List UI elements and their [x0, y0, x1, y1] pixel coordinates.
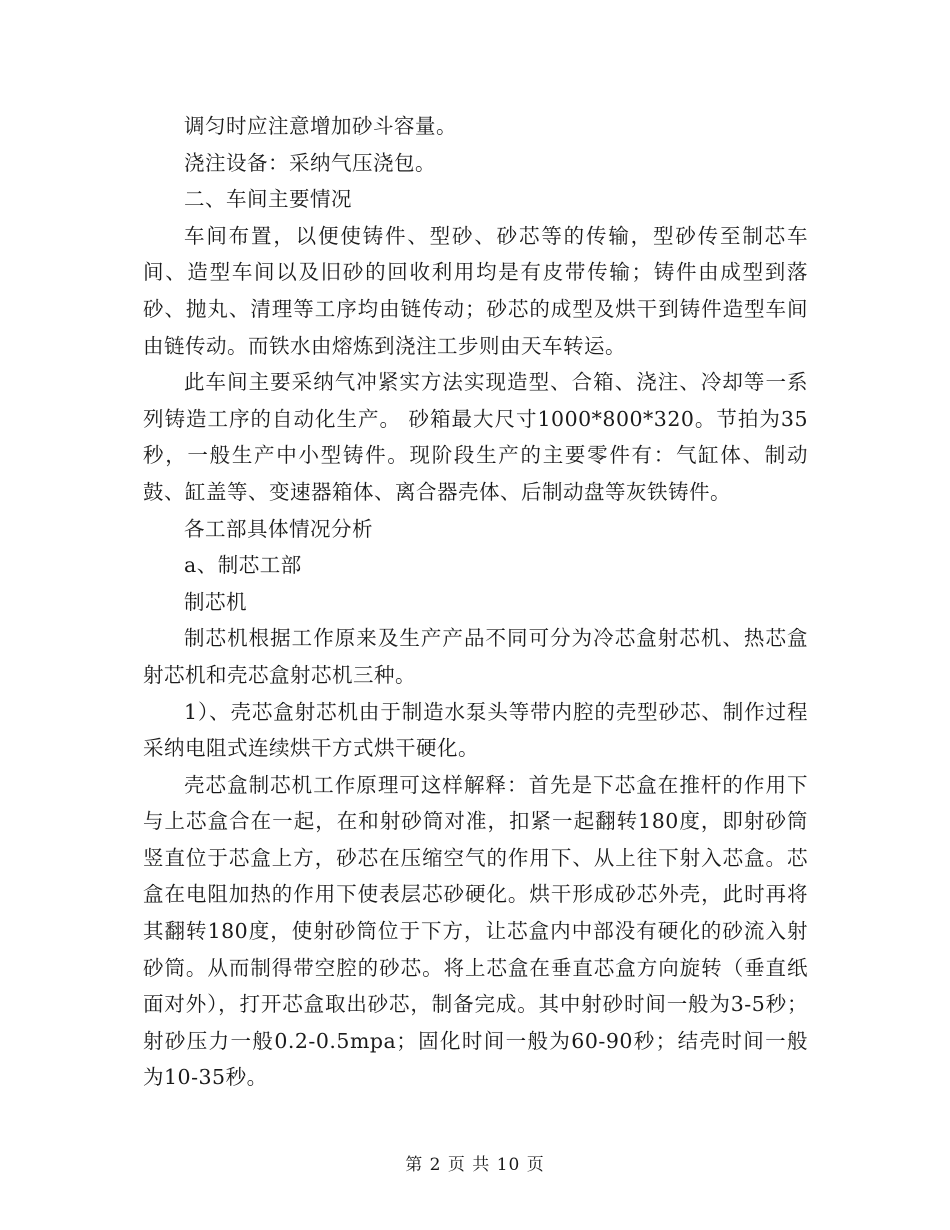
paragraph-shell-core-principle: 壳芯盒制芯机工作原理可这样解释：首先是下芯盒在推杆的作用下与上芯盒合在一起，在和射砂筒对准，扣紧一起翻转180度，即射砂筒竖直位于芯盒上方，砂芯在压缩空气的作用下、从上往下射入芯盒。芯盒在电阻加热的作用下使表层芯砂硬化。烘干形成砂芯外壳，此时再将其翻转180度，使射砂筒位于下方，让芯盒内中部没有硬化的砂流入射砂筒。从而制得带空腔的砂芯。将上芯盒在垂直芯盒方向旋转（垂直纸面对外），打开芯盒取出砂芯，制备完成。其中射砂时间一般为3-5秒；射砂压力一般0.2-0.5mpa；固化时间一般为60-90秒；结壳时间一般为10-35秒。	[143, 772, 808, 1090]
paragraph-production-line: 此车间主要采纳气冲紧实方法实现造型、合箱、浇注、冷却等一系列铸造工序的自动化生产。 砂箱最大尺寸1000*800*320。节拍为35秒，一般生产中小型铸件。现阶段生产的主要零件有：气缸体、制动鼓、缸盖等、变速器箱体、离合器壳体、后制动盘等灰铁铸件。	[143, 370, 808, 504]
heading-core-department: a、制芯工部	[184, 553, 302, 578]
heading-department-analysis: 各工部具体情况分析	[184, 516, 373, 541]
paragraph-shell-core-machine: 1）、壳芯盒射芯机由于制造水泵头等带内腔的壳型砂芯、制作过程采纳电阻式连续烘干方式烘干硬化。	[143, 699, 808, 761]
paragraph-sand-hopper: 调匀时应注意增加砂斗容量。	[184, 114, 457, 138]
document-body	[143, 108, 808, 1096]
section-heading-workshop: 二、车间主要情况	[184, 187, 352, 212]
heading-core-machine: 制芯机	[184, 589, 247, 614]
paragraph-workshop-layout: 车间布置，以便使铸件、型砂、砂芯等的传输，型砂传至制芯车间、造型车间以及旧砂的回收利用均是有皮带传输；铸件由成型到落砂、抛丸、清理等工序均由链传动；砂芯的成型及烘干到铸件造型车间由链传动。而铁水由熔炼到浇注工步则由天车转运。	[143, 223, 808, 358]
page-number-footer: 第 2 页 共 10 页	[405, 1155, 545, 1175]
paragraph-pouring-equipment: 浇注设备：采纳气压浇包。	[184, 150, 436, 175]
paragraph-core-machine-types: 制芯机根据工作原来及生产产品不同可分为冷芯盒射芯机、热芯盒射芯机和壳芯盒射芯机三种。	[143, 626, 808, 687]
